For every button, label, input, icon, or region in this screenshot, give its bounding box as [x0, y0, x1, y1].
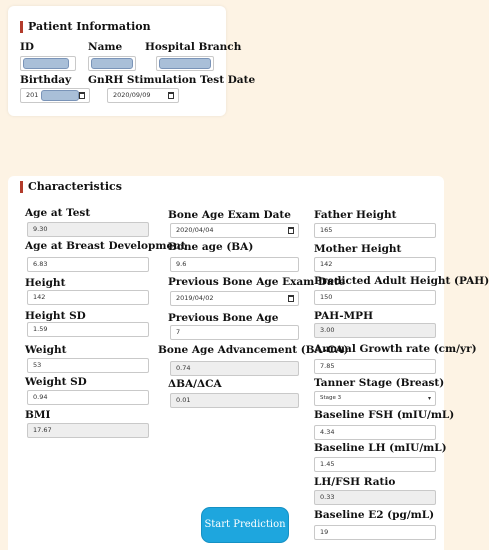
height-input[interactable]: 142: [27, 290, 149, 305]
age-at-test-label: Age at Test: [25, 207, 91, 219]
tanner-stage-select[interactable]: [314, 391, 436, 406]
gnrh-test-date-value: 2020/09/09: [113, 91, 151, 99]
redacted-name: [91, 58, 133, 69]
bone-age-label: Bone age (BA): [168, 241, 254, 253]
tanner-stage-value: Stage 3: [320, 395, 342, 401]
bmi-label: BMI: [25, 409, 51, 421]
calendar-icon[interactable]: [168, 92, 174, 99]
annual-growth-rate-input[interactable]: 7.85: [314, 359, 436, 374]
patient-information-title: Patient Information: [20, 21, 151, 33]
bone-age-exam-date-label: Bone Age Exam Date: [168, 209, 291, 221]
pah-mph-field: 3.00: [314, 323, 436, 338]
id-label: ID: [20, 41, 35, 53]
redacted-branch: [159, 58, 211, 69]
calendar-icon[interactable]: [288, 295, 294, 302]
lh-fsh-ratio-field: 0.33: [314, 490, 436, 505]
tanner-stage-label: Tanner Stage (Breast): [314, 377, 445, 389]
bone-age-advancement-field: 0.74: [170, 361, 299, 376]
bone-age-input[interactable]: 9.6: [170, 257, 299, 272]
previous-bone-age-input[interactable]: 7: [170, 325, 299, 340]
lh-fsh-ratio-label: LH/FSH Ratio: [314, 476, 396, 488]
calendar-icon[interactable]: [288, 227, 294, 234]
age-at-test-field: 9.30: [27, 222, 149, 237]
baseline-fsh-label: Baseline FSH (mIU/mL): [314, 409, 455, 421]
weight-label: Weight: [25, 344, 67, 356]
birthday-date-input[interactable]: [20, 88, 90, 103]
father-height-input[interactable]: 165: [314, 223, 436, 238]
start-prediction-button[interactable]: Start Prediction: [201, 507, 289, 543]
predicted-adult-height-label: Predicted Adult Height (PAH): [314, 275, 489, 287]
age-breast-development-label: Age at Breast Development: [25, 240, 186, 252]
baseline-e2-input[interactable]: 19: [314, 525, 436, 540]
mother-height-input[interactable]: 142: [314, 257, 436, 272]
height-sd-label: Height SD: [25, 310, 86, 322]
calendar-icon[interactable]: [79, 92, 85, 99]
age-breast-development-input[interactable]: 6.83: [27, 257, 149, 272]
height-label: Height: [25, 277, 66, 289]
hospital-branch-label: Hospital Branch: [145, 41, 242, 53]
mother-height-label: Mother Height: [314, 243, 402, 255]
birthday-value: 201: [26, 91, 39, 99]
previous-bone-age-exam-date-label: Previous Bone Age Exam Date: [168, 276, 346, 288]
bone-age-exam-date-input[interactable]: [170, 223, 299, 238]
characteristics-panel: [8, 176, 489, 550]
delta-ba-delta-ca-label: ΔBA/ΔCA: [168, 378, 222, 390]
patient-information-panel: [8, 6, 256, 116]
pah-mph-label: PAH-MPH: [314, 310, 373, 322]
gnrh-test-date-input[interactable]: [107, 88, 179, 103]
name-input[interactable]: [88, 56, 136, 71]
weight-input[interactable]: 53: [27, 358, 149, 373]
bmi-field: 17.67: [27, 423, 149, 438]
chevron-down-icon[interactable]: ▾: [427, 395, 431, 402]
previous-bone-age-exam-date-value: 2019/04/02: [176, 294, 214, 302]
height-sd-input[interactable]: 1.59: [27, 322, 149, 337]
previous-bone-age-label: Previous Bone Age: [168, 312, 279, 324]
baseline-lh-label: Baseline LH (mIU/mL): [314, 442, 447, 454]
bone-age-advancement-label: Bone Age Advancement (BA-CA): [158, 344, 349, 356]
baseline-lh-input[interactable]: 1.45: [314, 457, 436, 472]
predicted-adult-height-input[interactable]: 150: [314, 290, 436, 305]
id-input[interactable]: [20, 56, 76, 71]
birthday-label: Birthday: [20, 74, 72, 86]
previous-bone-age-exam-date-input[interactable]: [170, 291, 299, 306]
annual-growth-rate-label: Annual Growth rate (cm/yr): [314, 343, 477, 355]
delta-ba-delta-ca-field: 0.01: [170, 393, 299, 408]
hospital-branch-select[interactable]: [156, 56, 214, 71]
characteristics-title: Characteristics: [20, 181, 122, 193]
weight-sd-input[interactable]: 0.94: [27, 390, 149, 405]
gnrh-test-date-label: GnRH Stimulation Test Date: [88, 74, 256, 86]
father-height-label: Father Height: [314, 209, 397, 221]
baseline-fsh-input[interactable]: 4.34: [314, 425, 436, 440]
name-label: Name: [88, 41, 123, 53]
bone-age-exam-date-value: 2020/04/04: [176, 226, 214, 234]
weight-sd-label: Weight SD: [25, 376, 87, 388]
baseline-e2-label: Baseline E2 (pg/mL): [314, 509, 435, 521]
redacted-birthday: [41, 90, 79, 101]
redacted-id: [23, 58, 69, 69]
